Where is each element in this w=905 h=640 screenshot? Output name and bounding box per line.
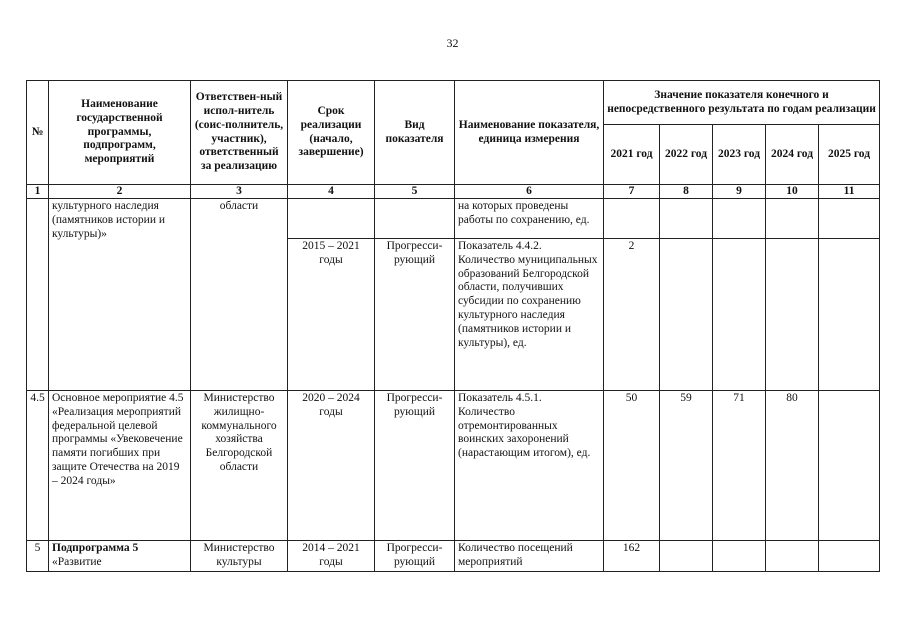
row-indicator: на которых проведены работы по сохранению, ед. <box>455 199 604 239</box>
row-value-2025 <box>819 391 880 541</box>
row-no <box>27 199 49 391</box>
header-period: Срок реализации (начало, завершение) <box>288 81 375 185</box>
row-value-2021: 50 <box>604 391 660 541</box>
header-indicator: Наименование показателя, единица измерения <box>455 81 604 185</box>
row-value-2025 <box>819 541 880 572</box>
column-number: 4 <box>288 185 375 199</box>
row-indicator: Количество посещений мероприятий <box>455 541 604 572</box>
row-period: 2015 – 2021 годы <box>288 239 375 391</box>
row-indicator: Показатель 4.5.1. Количество отремонтированных воинских захоронений (нарастающим итогом), ед. <box>455 391 604 541</box>
header-year-2024: 2024 год <box>766 125 819 185</box>
row-value-2023 <box>713 199 766 239</box>
row-name: Основное мероприятие 4.5 «Реализация мероприятий федеральной целевой программы «Увековечение памяти погибших при защите Отечества на 2019 – 2024 годы» <box>49 391 191 541</box>
row-period: 2020 – 2024 годы <box>288 391 375 541</box>
row-period: 2014 – 2021 годы <box>288 541 375 572</box>
row-value-2022 <box>660 541 713 572</box>
row-value-2022 <box>660 239 713 391</box>
column-number: 1 <box>27 185 49 199</box>
column-number: 6 <box>455 185 604 199</box>
indicator-table <box>26 80 880 572</box>
row-type: Прогресси-рующий <box>375 541 455 572</box>
row-responsible: Министерство культуры <box>191 541 288 572</box>
column-number: 7 <box>604 185 660 199</box>
row-value-2025 <box>819 199 880 239</box>
column-number-row <box>27 185 880 199</box>
row-type: Прогресси-рующий <box>375 239 455 391</box>
header-no: № <box>27 81 49 185</box>
row-name: культурного наследия (памятников истории и культуры)» <box>49 199 191 391</box>
row-value-2024 <box>766 199 819 239</box>
column-number: 2 <box>49 185 191 199</box>
header-year-2021: 2021 год <box>604 125 660 185</box>
header-year-2025: 2025 год <box>819 125 880 185</box>
row-value-2023 <box>713 541 766 572</box>
row-type: Прогресси-рующий <box>375 391 455 541</box>
header-name: Наименование государственной программы, подпрограмм, мероприятий <box>49 81 191 185</box>
row-no: 4.5 <box>27 391 49 541</box>
row-value-2023 <box>713 239 766 391</box>
row-value-2024 <box>766 239 819 391</box>
row-indicator: Показатель 4.4.2. Количество муниципальных образований Белгородской области, получивших субсидии по сохранению культурного наследия (памятников истории и культуры), ед. <box>455 239 604 391</box>
header-responsible: Ответствен-ный испол-нитель (соис-полнитель, участник), ответственный за реализацию <box>191 81 288 185</box>
column-number: 3 <box>191 185 288 199</box>
table-row <box>27 541 880 572</box>
header-type: Вид показателя <box>375 81 455 185</box>
page-number: 32 <box>446 36 459 50</box>
row-responsible: Министерство жилищно-коммунального хозяйства Белгородской области <box>191 391 288 541</box>
row-period <box>288 199 375 239</box>
row-value-2022 <box>660 199 713 239</box>
row-value-2021: 2 <box>604 239 660 391</box>
subprogram-title: Подпрограмма 5 <box>52 542 139 554</box>
row-value-2022: 59 <box>660 391 713 541</box>
column-number: 10 <box>766 185 819 199</box>
header-values: Значение показателя конечного и непосредственного результата по годам реализации <box>604 81 880 125</box>
row-value-2021: 162 <box>604 541 660 572</box>
row-value-2021 <box>604 199 660 239</box>
row-name-cell <box>49 541 191 572</box>
table-row <box>27 199 880 239</box>
column-number: 9 <box>713 185 766 199</box>
row-responsible: области <box>191 199 288 391</box>
header-year-2023: 2023 год <box>713 125 766 185</box>
column-number: 8 <box>660 185 713 199</box>
table-row <box>27 391 880 541</box>
row-value-2025 <box>819 239 880 391</box>
row-type <box>375 199 455 239</box>
header-year-2022: 2022 год <box>660 125 713 185</box>
column-number: 5 <box>375 185 455 199</box>
row-no: 5 <box>27 541 49 572</box>
row-value-2024 <box>766 541 819 572</box>
row-value-2023: 71 <box>713 391 766 541</box>
row-value-2024: 80 <box>766 391 819 541</box>
column-number: 11 <box>819 185 880 199</box>
row-name: «Развитие <box>52 555 102 568</box>
